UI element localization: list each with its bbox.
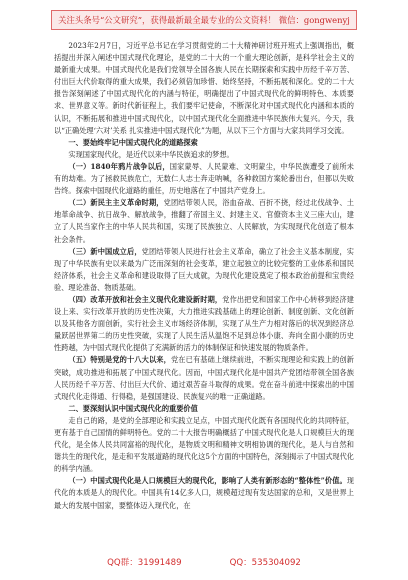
subsection-paragraph: [54, 197, 354, 245]
subsection-lead: （二）新民主主义革命时期，: [68, 198, 164, 208]
section-heading: 一、要始终牢记中国式现代化的道路探索: [68, 137, 198, 147]
document-body: [54, 40, 354, 550]
subsection-paragraph: [54, 246, 354, 294]
subsection-text: 党团结带领人民，浴血奋战、百折不挠，经过北伐战争、土地革命战争、抗日战争、解放战争，推翻了帝国主义、封建主义、官僚资本主义三座大山，建立了人民当家作主的中华人民共和国，实现了民族独立、人民解放，为实现现代化创造了根本社会条件。: [54, 198, 354, 244]
body-paragraph: 走自己的路，是党的全部理论和实践立足点，中国式现代化既有各国现代化的共同特征，更有基于自己国情的鲜明特色。党的二十大报告明确概括了中国式现代化是人口规模巨大的现代化，是全体人民共同富裕的现代化，是物质文明和精神文明相协调的现代化，是人与自然和谐共生的现代化，是走和平发展道路的现代化这5个方面的中国特色，深刻揭示了中国式现代化的科学内涵。: [54, 415, 354, 474]
subsection-paragraph: [54, 354, 354, 402]
body-paragraph: 2023年2月7日，习近平总书记在学习贯彻党的二十大精神研讨班开班式上强调指出，概括提出并深入阐述中国式现代化理论，是党的二十大的一个重大理论创新，是科学社会主义的最新重大成果。中国式现代化是我们党领导全国各族人民在长期探索和实践中历经千辛万苦、付出巨大代价取得的重大成果，我们必须倍加珍惜、始终坚持，不断拓展和深化。党的二十大报告深刻阐述了中国式现代化的内涵与特征，明确提出了中国式现代化的鲜明特色、本质要求、世界意义等。新时代新征程上，我们要牢记使命，不断深化对中国式现代化内涵和本质的认识，不断拓展和推进中国式现代化，以中国式现代化全面推进中华民族伟大复兴。今天，我以“正确处理‘六对’关系 扎实推进中国式现代化”为题，从以下三个方面与大家共同学习交流。: [54, 41, 354, 135]
subsection-text: 党团结带领人民进行社会主义革命，确立了社会主义基本制度，实现了中华民族有史以来最为广泛而深刻的社会变革，建立起独立的比较完整的工业体系和国民经济体系，社会主义革命和建设取得了巨大成就，为现代化建设奠定了根本政治前提和宝贵经验、理论准备、物质基础。: [54, 246, 354, 292]
footer-qq-group: QQ群：31991489: [107, 558, 182, 568]
header-banner: [0, 0, 408, 40]
subsection-paragraph: [54, 161, 354, 197]
section-heading: 二、要深刻认识中国式现代化的重要价值: [68, 403, 198, 413]
subsection-text: 现代化的本质是人的现代化。中国具有14亿多人口，规模超过现有发达国家的总和，又是世界上最大的发展中国家，要整体迈入现代化，在: [54, 476, 354, 510]
subsection-lead: （三）新中国成立后，: [68, 246, 142, 256]
body-paragraph: 实现国家现代化，是近代以来中华民族追求的梦想。: [68, 149, 234, 159]
subsection-text: 党作出把党和国家工作中心转移到经济建设上来、实行改革开放的历史性决策，大力推进实践基础上的理论创新、制度创新、文化创新以及其他各方面创新，实行社会主义市场经济体制，实现了从生产力相对落后的状况到经济总量跃居世界第二的历史性突破，实现了人民生活从温饱不足到总体小康、奔向全面小康的历史性跨越，为中国式现代化提供了充满新的活力的体制保证和快速发展的物质条件。: [54, 294, 354, 353]
subsection-lead: （四）改革开放和社会主义现代化建设新时期，: [68, 294, 223, 304]
subsection-lead: （一）中国式现代化是人口规模巨大的现代化，影响了人类有新形态的“整体性”价值。: [68, 476, 347, 486]
subsection-text: 党在已有基础上继续前进，不断实现理论和实践上的创新突破，成功推进和拓展了中国式现代化。因而，中国式现代化是中国共产党团结带领全国各族人民历经千辛万苦、付出巨大代价、通过艰苦奋斗取得的成果。党在奋斗前进中探索出的中国式现代化走得通、行得稳，是强国建设、民族复兴的唯一正确道路。: [54, 355, 354, 401]
footer-qq: QQ：535304092: [229, 558, 301, 568]
subsection-text: 国家蒙辱、人民蒙难、文明蒙尘，中华民族遭受了前所未有的劫难。为了拯救民族危亡，无数仁人志士奔走呐喊，各种救国方案轮番出台，但都以失败告终。探索中国现代化道路的重任，历史地落在了中国共产党身上。: [54, 161, 354, 196]
subsection-paragraph: [54, 294, 354, 354]
subsection-paragraph: [54, 475, 354, 511]
banner-text: 关注头条号“公文研究”，获得最新最全最专业的公文资料！ 微信：gongwenyj: [51, 10, 357, 30]
subsection-lead: （一）1840年鸦片战争以后，: [68, 161, 170, 171]
footer: [0, 556, 408, 572]
subsection-lead: （五）特别是党的十八大以来，: [68, 355, 171, 365]
